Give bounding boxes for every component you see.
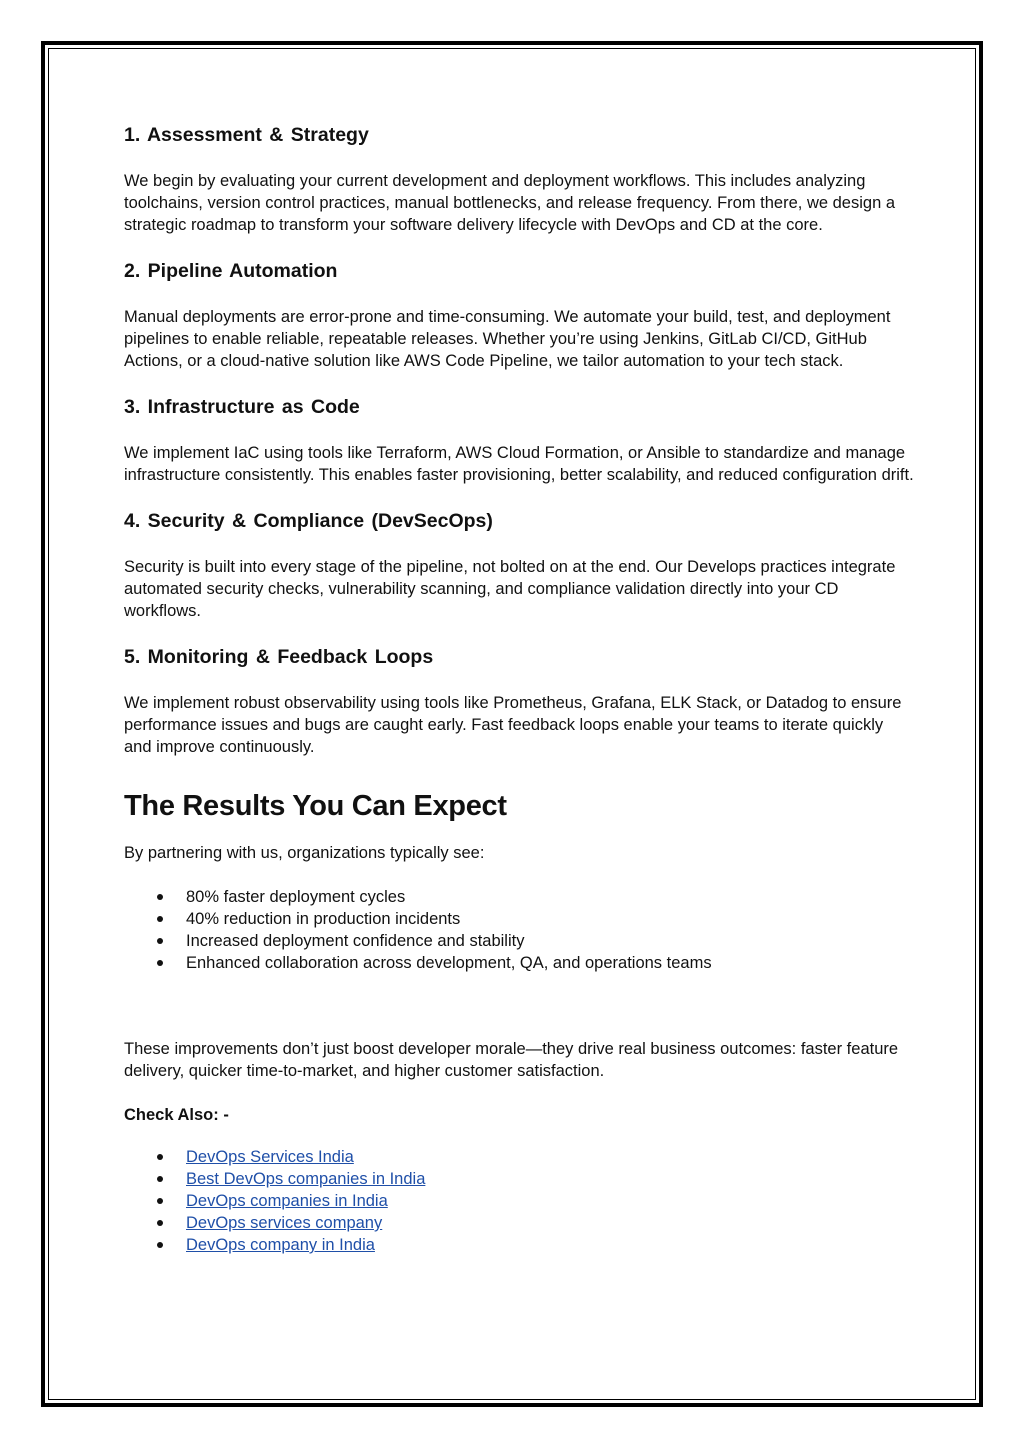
- results-intro: By partnering with us, organizations typically see:: [124, 844, 485, 862]
- section-heading: 3. Infrastructure as Code: [124, 396, 360, 418]
- section-monitoring: [124, 644, 914, 758]
- list-item: [124, 1146, 914, 1168]
- list-item: [124, 1234, 914, 1256]
- link-best-devops-companies-india[interactable]: Best DevOps companies in India: [186, 1170, 426, 1188]
- document-content: [124, 122, 914, 1278]
- section-heading: 4. Security & Compliance (DevSecOps): [124, 510, 493, 532]
- bullet-icon: [157, 1242, 163, 1248]
- bullet-icon: [157, 938, 163, 944]
- link-devops-services-india[interactable]: DevOps Services India: [186, 1148, 354, 1166]
- results-list: [124, 886, 914, 974]
- section-security: [124, 508, 914, 622]
- bullet-icon: [157, 960, 163, 966]
- check-also-label: Check Also: -: [124, 1106, 229, 1124]
- bullet-icon: [157, 1220, 163, 1226]
- bullet-icon: [157, 1198, 163, 1204]
- section-body: We begin by evaluating your current development and deployment workflows. This includes analyzing toolchains, version control practices, manual bottlenecks, and release frequency. From there, we design a strategic roadmap to transform your software delivery lifecycle with DevOps and CD at the core.: [124, 172, 896, 234]
- list-item-text: Enhanced collaboration across development, QA, and operations teams: [186, 954, 712, 972]
- bullet-icon: [157, 894, 163, 900]
- section-heading: 1. Assessment & Strategy: [124, 124, 369, 146]
- section-body: Security is built into every stage of the pipeline, not bolted on at the end. Our Develops practices integrate automated security checks, vulnerability scanning, and compliance validation directly into your CD workflows.: [124, 558, 896, 620]
- list-item-text: 80% faster deployment cycles: [186, 888, 406, 906]
- bullet-icon: [157, 1154, 163, 1160]
- section-pipeline: [124, 258, 914, 372]
- list-item: [124, 886, 914, 908]
- section-body: We implement IaC using tools like Terraform, AWS Cloud Formation, or Ansible to standardize and manage infrastructure consistently. This enables faster provisioning, better scalability, and reduced configuration drift.: [124, 444, 914, 484]
- section-heading: 5. Monitoring & Feedback Loops: [124, 646, 434, 668]
- link-devops-services-company[interactable]: DevOps services company: [186, 1214, 383, 1232]
- bullet-icon: [157, 1176, 163, 1182]
- list-item: [124, 1212, 914, 1234]
- list-item: [124, 930, 914, 952]
- link-devops-company-india[interactable]: DevOps company in India: [186, 1236, 375, 1254]
- bullet-icon: [157, 916, 163, 922]
- section-assessment: [124, 122, 914, 236]
- link-devops-companies-india[interactable]: DevOps companies in India: [186, 1192, 388, 1210]
- section-body: We implement robust observability using tools like Prometheus, Grafana, ELK Stack, or Datadog to ensure performance issues and bugs are caught early. Fast feedback loops enable your teams to iterate quickly and improve continuously.: [124, 694, 902, 756]
- list-item-text: Increased deployment confidence and stability: [186, 932, 525, 950]
- section-heading: 2. Pipeline Automation: [124, 260, 338, 282]
- list-item: [124, 1168, 914, 1190]
- list-item: [124, 1190, 914, 1212]
- list-item-text: 40% reduction in production incidents: [186, 910, 461, 928]
- section-iac: [124, 394, 914, 486]
- section-body: Manual deployments are error-prone and time-consuming. We automate your build, test, and deployment pipelines to enable reliable, repeatable releases. Whether you’re using Jenkins, GitLab CI/CD, GitHub Actions, or a cloud-native solution like AWS Code Pipeline, we tailor automation to your tech stack.: [124, 308, 891, 370]
- check-also-links: [124, 1146, 914, 1256]
- results-heading: The Results You Can Expect: [124, 790, 507, 822]
- list-item: [124, 952, 914, 974]
- list-item: [124, 908, 914, 930]
- results-closing: These improvements don’t just boost developer morale—they drive real business outcomes: faster feature delivery, quicker time-to-market, and higher customer satisfaction.: [124, 1040, 899, 1080]
